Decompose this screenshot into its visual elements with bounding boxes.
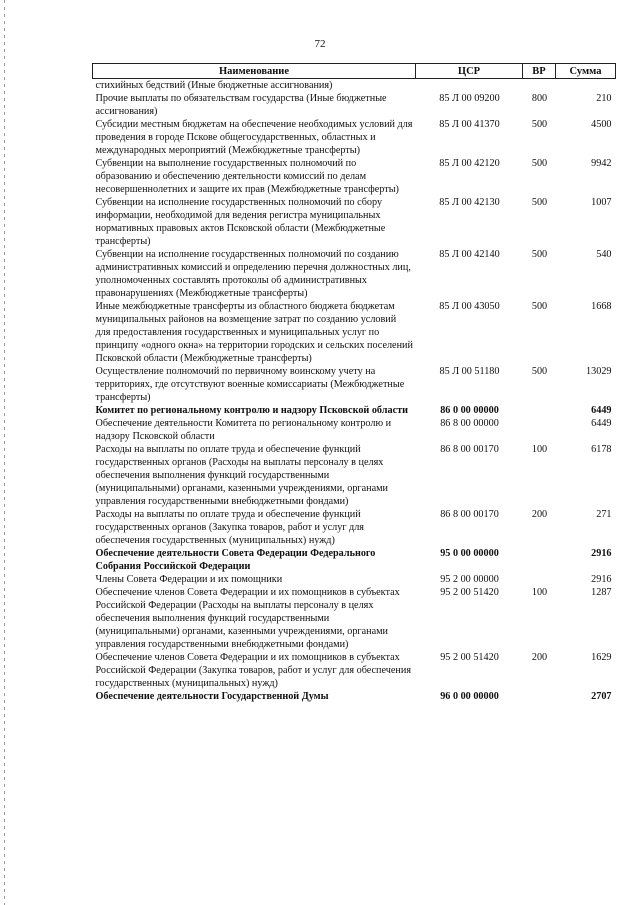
row-vr <box>523 573 556 586</box>
row-vr: 100 <box>531 587 548 598</box>
header-sum: Сумма <box>556 64 616 79</box>
row-csr: 85 Л 00 42140 <box>439 249 500 260</box>
row-sum: 6449 <box>591 418 612 429</box>
table-row <box>93 586 616 651</box>
row-sum: 9942 <box>591 158 612 169</box>
row-csr: 85 Л 00 51180 <box>439 366 500 377</box>
scan-edge-dots <box>4 0 5 905</box>
row-sum <box>556 79 616 93</box>
row-csr: 85 Л 00 41370 <box>439 119 500 130</box>
budget-table <box>92 63 616 703</box>
row-vr: 800 <box>531 93 548 104</box>
row-csr: 86 8 00 00170 <box>440 444 499 455</box>
row-name: Комитет по региональному контролю и надзору Псковской области <box>95 405 408 416</box>
row-name: Обеспечение деятельности Государственной Думы <box>95 691 329 702</box>
row-sum: 2707 <box>591 691 612 702</box>
row-sum: 13029 <box>586 366 612 377</box>
row-vr: 500 <box>531 119 548 130</box>
row-csr: 86 8 00 00000 <box>440 418 499 429</box>
row-csr: 86 8 00 00170 <box>440 509 499 520</box>
row-csr: 95 2 00 51420 <box>440 652 499 663</box>
row-sum: 271 <box>596 509 612 520</box>
table-row <box>93 404 616 417</box>
table-row <box>93 365 616 404</box>
table-body <box>93 79 616 704</box>
row-csr: 95 2 00 51420 <box>440 587 499 598</box>
header-name: Наименование <box>93 64 416 79</box>
row-sum: 540 <box>596 249 612 260</box>
row-name: Обеспечение деятельности Комитета по региональному контролю и надзору Псковской области <box>95 418 392 442</box>
table-row <box>93 79 616 93</box>
row-vr <box>523 404 556 417</box>
row-sum: 6449 <box>591 405 612 416</box>
row-vr <box>523 690 556 703</box>
row-sum: 1629 <box>591 652 612 663</box>
row-csr: 85 Л 00 09200 <box>439 93 500 104</box>
table-row <box>93 417 616 443</box>
table-row <box>93 300 616 365</box>
row-vr: 200 <box>531 652 548 663</box>
row-sum: 1287 <box>591 587 612 598</box>
row-name: Субвенции на выполнение государственных полномочий по образованию и обеспечению деятельности комиссий по делам несовершеннолетних и защите их прав (Межбюджетные трансферты) <box>95 158 399 195</box>
table-row <box>93 443 616 508</box>
row-csr: 95 2 00 00000 <box>440 574 499 585</box>
header-vr: ВР <box>523 64 556 79</box>
budget-table-container <box>92 63 615 703</box>
table-row <box>93 196 616 248</box>
row-sum: 210 <box>596 93 612 104</box>
row-sum: 1668 <box>591 301 612 312</box>
row-name: Прочие выплаты по обязательствам государства (Иные бюджетные ассигнования) <box>95 93 387 117</box>
table-row <box>93 157 616 196</box>
table-row <box>93 118 616 157</box>
row-vr: 500 <box>531 301 548 312</box>
row-vr: 500 <box>531 197 548 208</box>
row-csr: 96 0 00 00000 <box>440 691 499 702</box>
row-vr: 100 <box>531 444 548 455</box>
row-csr: 85 Л 00 42120 <box>439 158 500 169</box>
row-name: Субвенции на исполнение государственных полномочий по сбору информации, необходимой для ведения регистра муниципальных нормативных правовых актов Псковской области (Межбюджетные трансферты) <box>95 197 386 247</box>
row-vr: 500 <box>531 158 548 169</box>
row-csr: 86 0 00 00000 <box>440 405 499 416</box>
row-name: Расходы на выплаты по оплате труда и обеспечение функций государственных органов (Закупка товаров, работ и услуг для обеспечения государственных (муниципальных) нужд) <box>95 509 364 546</box>
row-sum: 2916 <box>591 548 612 559</box>
row-name: Осуществление полномочий по первичному воинскому учету на территориях, где отсутствуют военные комиссариаты (Межбюджетные трансферты) <box>95 366 405 403</box>
row-csr: 95 0 00 00000 <box>440 548 499 559</box>
row-vr: 200 <box>531 509 548 520</box>
row-name: Субсидии местным бюджетам на обеспечение необходимых условий для проведения в городе Пскове общегосударственных, областных и международных мероприятий (Межбюджетные трансферты) <box>95 119 413 156</box>
row-sum: 2916 <box>591 574 612 585</box>
row-csr: 85 Л 00 42130 <box>439 197 500 208</box>
table-header-row <box>93 64 616 79</box>
row-sum: 1007 <box>591 197 612 208</box>
row-name: Расходы на выплаты по оплате труда и обеспечение функций государственных органов (Расходы на выплаты персоналу в целях обеспечения выполнения функций государственными (муниципальными) органами, казенными учреждениями, органами управления государственными внебюджетными фондами) <box>95 444 388 507</box>
row-name: Обеспечение членов Совета Федерации и их помощников в субъектах Российской Федерации (Закупка товаров, работ и услуг для обеспечения государственных (муниципальных) нужд) <box>95 652 412 689</box>
row-vr: 500 <box>531 249 548 260</box>
row-name: стихийных бедствий (Иные бюджетные ассигнования) <box>95 80 333 91</box>
row-name: Субвенции на исполнение государственных полномочий по созданию административных комиссий и определению перечня должностных лиц, уполномоченных составлять протоколы об административных правонарушениях (Межбюджетные трансферты) <box>95 249 411 299</box>
row-csr: 85 Л 00 43050 <box>439 301 500 312</box>
row-csr <box>416 79 523 93</box>
row-sum: 6178 <box>591 444 612 455</box>
row-name: Иные межбюджетные трансферты из областного бюджета бюджетам муниципальных районов на возмещение затрат по созданию условий для предоставления государственных и муниципальных услуг по принципу «одного окна» на территории городских и сельских поселений Псковской области (Межбюджетные трансферты) <box>95 301 413 364</box>
row-vr <box>523 417 556 443</box>
table-row <box>93 547 616 573</box>
header-csr: ЦСР <box>416 64 523 79</box>
row-name: Обеспечение деятельности Совета Федерации Федерального Собрания Российской Федерации <box>95 548 376 572</box>
row-sum: 4500 <box>591 119 612 130</box>
table-row <box>93 690 616 703</box>
row-vr <box>523 547 556 573</box>
table-row <box>93 92 616 118</box>
page-number: 72 <box>314 38 326 50</box>
row-name: Обеспечение членов Совета Федерации и их помощников в субъектах Российской Федерации (Расходы на выплаты персоналу в целях обеспечения выполнения функций государственными (муниципальными) органами, казенными учреждениями, органами управления государственными внебюджетными фондами) <box>95 587 400 650</box>
row-vr: 500 <box>531 366 548 377</box>
table-row <box>93 651 616 690</box>
table-row <box>93 573 616 586</box>
table-row <box>93 248 616 300</box>
table-row <box>93 508 616 547</box>
row-vr <box>523 79 556 93</box>
row-name: Члены Совета Федерации и их помощники <box>95 574 283 585</box>
